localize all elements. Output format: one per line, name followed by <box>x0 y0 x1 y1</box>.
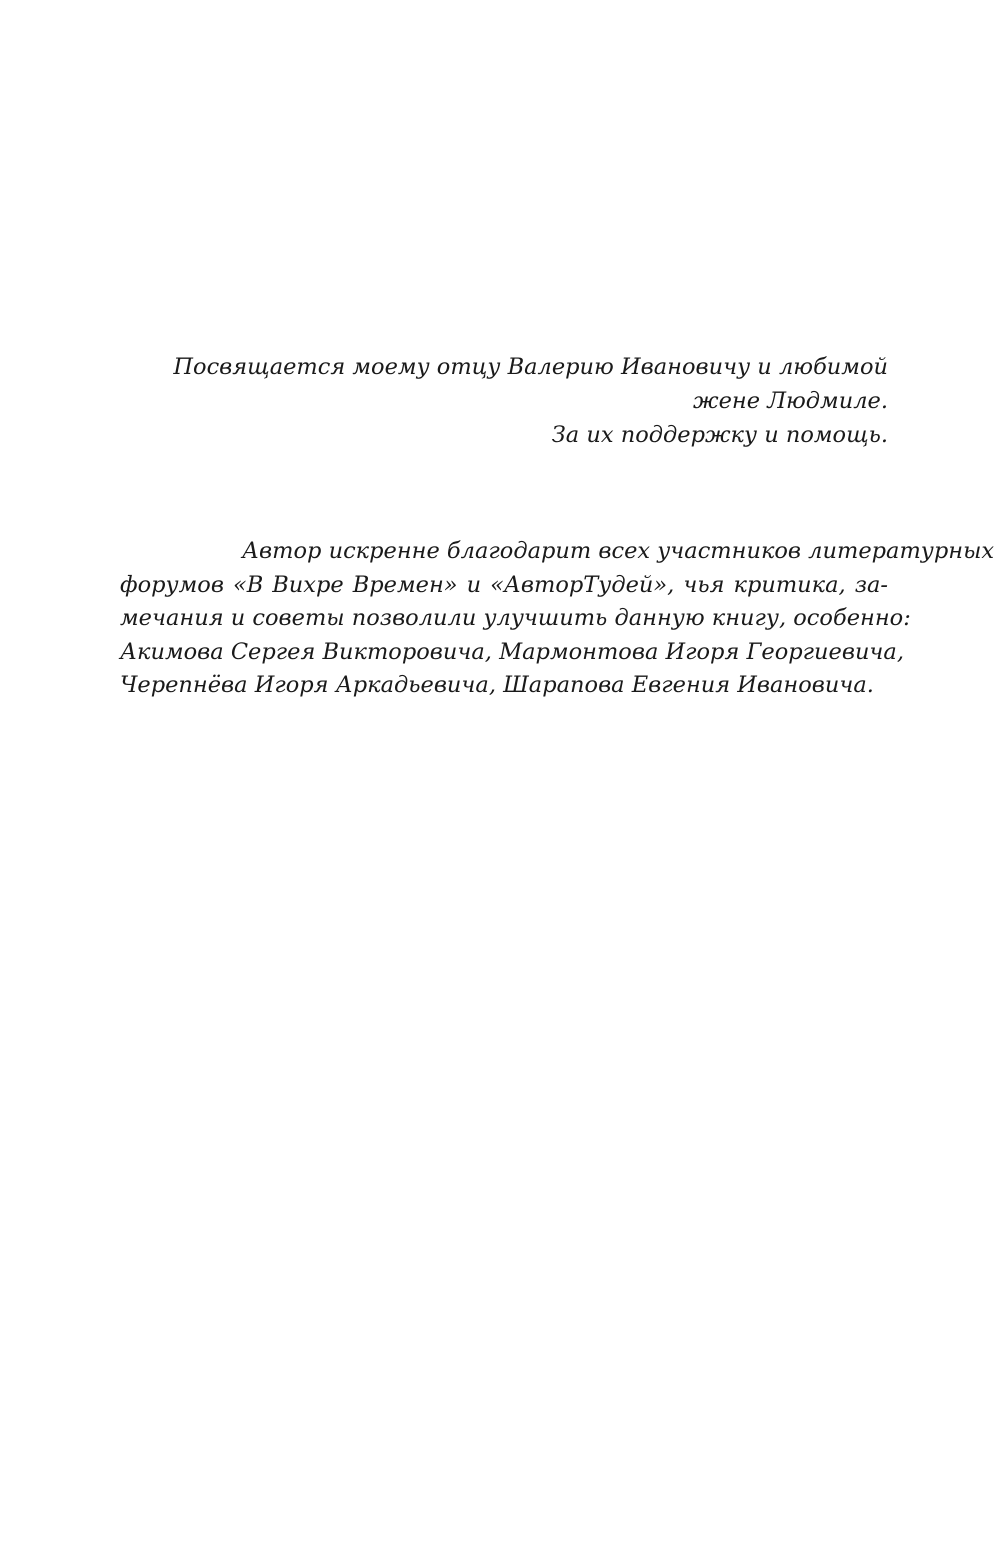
acknowledgment-line: мечания и советы позволили улучшить данную книгу, особенно: <box>120 605 911 631</box>
acknowledgment-line: Автор искренне благодарит всех участников литературных <box>242 538 995 564</box>
dedication-line: жене Людмиле. <box>693 388 888 414</box>
dedication-line: Посвящается моему отцу Валерию Ивановичу и любимой <box>173 354 888 380</box>
acknowledgment-paragraph <box>120 535 995 703</box>
dedication-line: За их поддержку и помощь. <box>551 422 888 448</box>
acknowledgment-line: Акимова Сергея Викторовича, Мармонтова Игоря Георгиевича, <box>120 638 904 665</box>
dedication <box>120 350 888 452</box>
acknowledgment-line: форумов «В Вихре Времен» и «АвторТудей», чья критика, за- <box>120 571 888 598</box>
acknowledgment-line: Черепнёва Игоря Аркадьевича, Шарапова Евгения Ивановича. <box>120 672 874 698</box>
